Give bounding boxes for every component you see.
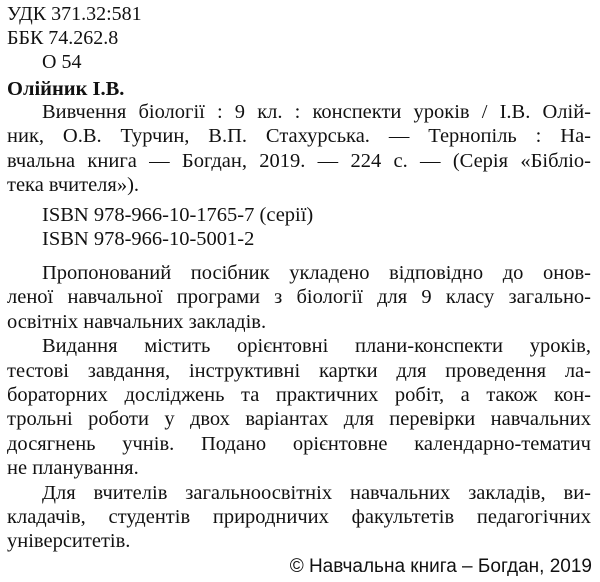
bibliographic-description [7,100,591,198]
annotation-line: бораторних досліджень та практичних робіт, а також кон- [7,384,591,407]
description-line: ник, О.В. Турчин, В.П. Стахурська. — Тернопіль : На- [7,125,591,148]
description-line: Вивчення біології : 9 кл. : конспекти уроків / І.В. Олій- [42,101,591,123]
annotation-line: кладачів, студентів природничих факультетів педагогічних [7,506,591,529]
annotation-line: освітніх навчальних закладів. [7,310,267,333]
udk-code: УДК 371.32:581 [7,3,142,25]
classification-codes [7,2,142,74]
description-line: вчальна книга — Богдан, 2019. — 224 с. — (Серія «Бібліо- [7,149,591,172]
annotation-line: леної навчальної програми з біології для 9 класу загально- [7,286,591,309]
annotation-line: Для вчителів загальноосвітніх навчальних закладів, ви- [42,481,591,504]
annotation-line: Видання містить орієнтовні плани-конспекти уроків, [42,335,591,358]
annotation-line: університетів. [7,530,131,553]
copyright-notice: © Навчальна книга – Богдан, 2019 [289,556,592,577]
annotation-line: трольні роботи у двох варіантах для перевірки навчальних [7,408,591,431]
author-sign-code: О 54 [42,51,82,73]
annotation-line: Пропонований посібник укладено відповідно до онов- [42,262,591,284]
annotation-line: досягнень учнів. Подано орієнтовне календарно-тематич [7,432,591,455]
isbn-series: ISBN 978-966-10-1765-7 (серії) [42,204,314,226]
author-heading: Олійник І.В. [7,78,125,100]
bbk-code: ББК 74.262.8 [7,27,119,49]
annotation [7,261,591,554]
isbn-book: ISBN 978-966-10-5001-2 [42,228,255,250]
isbn-block [42,203,313,251]
annotation-line: не планування. [7,457,139,480]
annotation-line: тестові завдання, інструктивні картки для проведення ла- [7,359,591,382]
description-line: тека вчителя»). [7,174,140,197]
